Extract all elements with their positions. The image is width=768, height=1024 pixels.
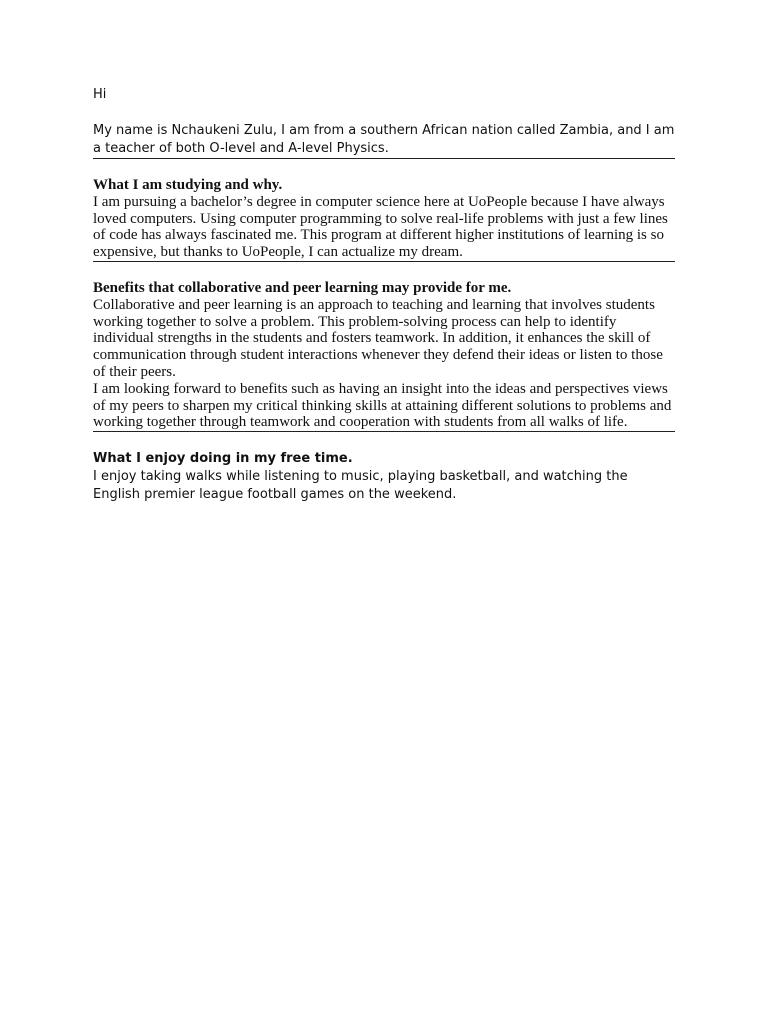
section-paragraph: Collaborative and peer learning is an approach to teaching and learning that involves students working together to solve a problem. This problem-solving process can help to identify individual strengths in the students and fosters teamwork. In addition, it enhances the skill of communication through student interactions whenever they defend their ideas or listen to those of their peers. [93,296,663,380]
section-divider [93,158,675,159]
intro-paragraph: My name is Nchaukeni Zulu, I am from a southern African nation called Zambia, and I am a teacher of both O-level and A-level Physics. [93,123,675,156]
section-paragraph: I am pursuing a bachelor’s degree in computer science here at UoPeople because I have always loved computers. Using computer programming to solve real-life problems with just a few lines of code has always fascinated me. This program at different higher institutions of learning is so expensive, but thanks to UoPeople, I can actualize my dream. [93,193,668,261]
section-studying [93,177,675,261]
document-page [93,86,675,504]
section-heading: What I am studying and why. [93,177,283,193]
section-heading: What I enjoy doing in my free time. [93,451,353,467]
section-paragraph: I am looking forward to benefits such as having an insight into the ideas and perspectives views of my peers to sharpen my critical thinking skills at attaining different solutions to problems and working together through teamwork and cooperation with students from all walks of life. [93,380,672,431]
section-divider [93,431,675,432]
section-free-time [93,450,675,504]
section-paragraph: I enjoy taking walks while listening to music, playing basketball, and watching the English premier league football games on the weekend. [93,469,628,503]
section-heading: Benefits that collaborative and peer learning may provide for me. [93,279,512,296]
section-divider [93,261,675,262]
section-collaborative-learning [93,280,675,431]
greeting-text: Hi [93,87,107,102]
